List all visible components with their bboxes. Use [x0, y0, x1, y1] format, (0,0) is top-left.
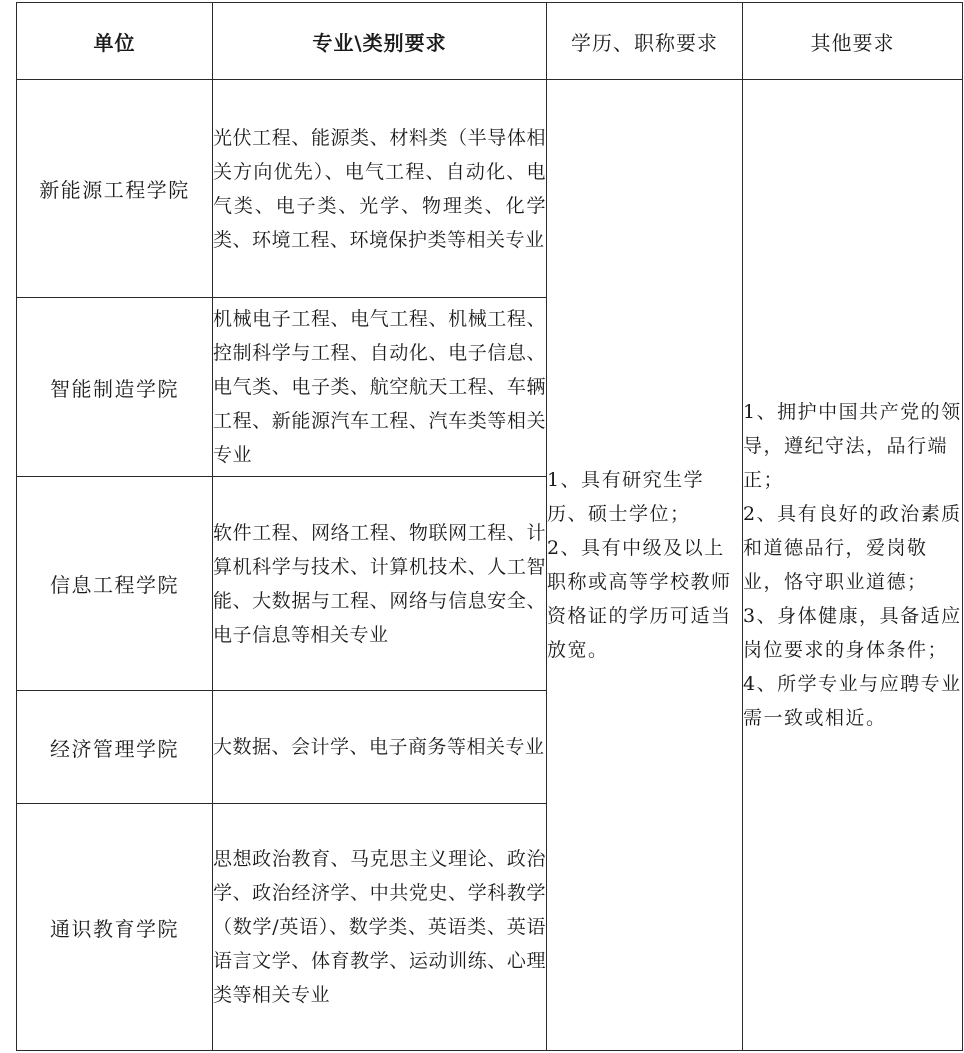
- major-cell: [213, 80, 547, 298]
- major-text: 机械电子工程、电气工程、机械工程、控制科学与工程、自动化、电子信息、电气类、电子类、航空航天工程、车辆工程、新能源汽车工程、汽车类等相关专业: [213, 308, 546, 466]
- unit-cell: 经济管理学院: [17, 691, 213, 804]
- major-text: 光伏工程、能源类、材料类（半导体相关方向优先）、电气工程、自动化、电气类、电子类、光学、物理类、化学类、环境工程、环境保护类等相关专业: [213, 126, 546, 251]
- header-unit: 单位: [17, 3, 213, 80]
- unit-cell: 新能源工程学院: [17, 80, 213, 298]
- table-header-row: [17, 3, 963, 80]
- other-item: 3、身体健康，具备适应岗位要求的身体条件；: [743, 605, 962, 661]
- major-cell: [213, 477, 547, 691]
- major-text: 思想政治教育、马克思主义理论、政治学、政治经济学、中共党史、学科教学（数学/英语）、数学类、英语类、英语语言文学、体育教学、运动训练、心理类等相关专业: [213, 848, 546, 1006]
- education-requirements-cell: [547, 80, 743, 1051]
- education-item: 2、具有中级及以上职称或高等学校教师资格证的学历可适当放宽。: [547, 537, 732, 661]
- header-major: 专业\类别要求: [213, 3, 547, 80]
- unit-cell: 智能制造学院: [17, 298, 213, 477]
- other-item: 1、拥护中国共产党的领导，遵纪守法，品行端正；: [743, 401, 962, 491]
- other-requirements-cell: [743, 80, 963, 1051]
- major-text: 大数据、会计学、电子商务等相关专业: [213, 736, 545, 758]
- other-item: 2、具有良好的政治素质和道德品行，爱岗敬业，恪守职业道德；: [743, 503, 962, 593]
- major-cell: [213, 691, 547, 804]
- other-item: 4、所学专业与应聘专业需一致或相近。: [743, 673, 962, 729]
- unit-cell: 信息工程学院: [17, 477, 213, 691]
- education-item: 1、具有研究生学历、硕士学位；: [547, 469, 705, 525]
- recruitment-requirements-table: [16, 2, 963, 1051]
- header-other: 其他要求: [743, 3, 963, 80]
- major-cell: [213, 804, 547, 1051]
- header-education: 学历、职称要求: [547, 3, 743, 80]
- unit-cell: 通识教育学院: [17, 804, 213, 1051]
- major-cell: [213, 298, 547, 477]
- table-row: [17, 80, 963, 298]
- major-text: 软件工程、网络工程、物联网工程、计算机科学与技术、计算机技术、人工智能、大数据与工程、网络与信息安全、电子信息等相关专业: [213, 521, 546, 646]
